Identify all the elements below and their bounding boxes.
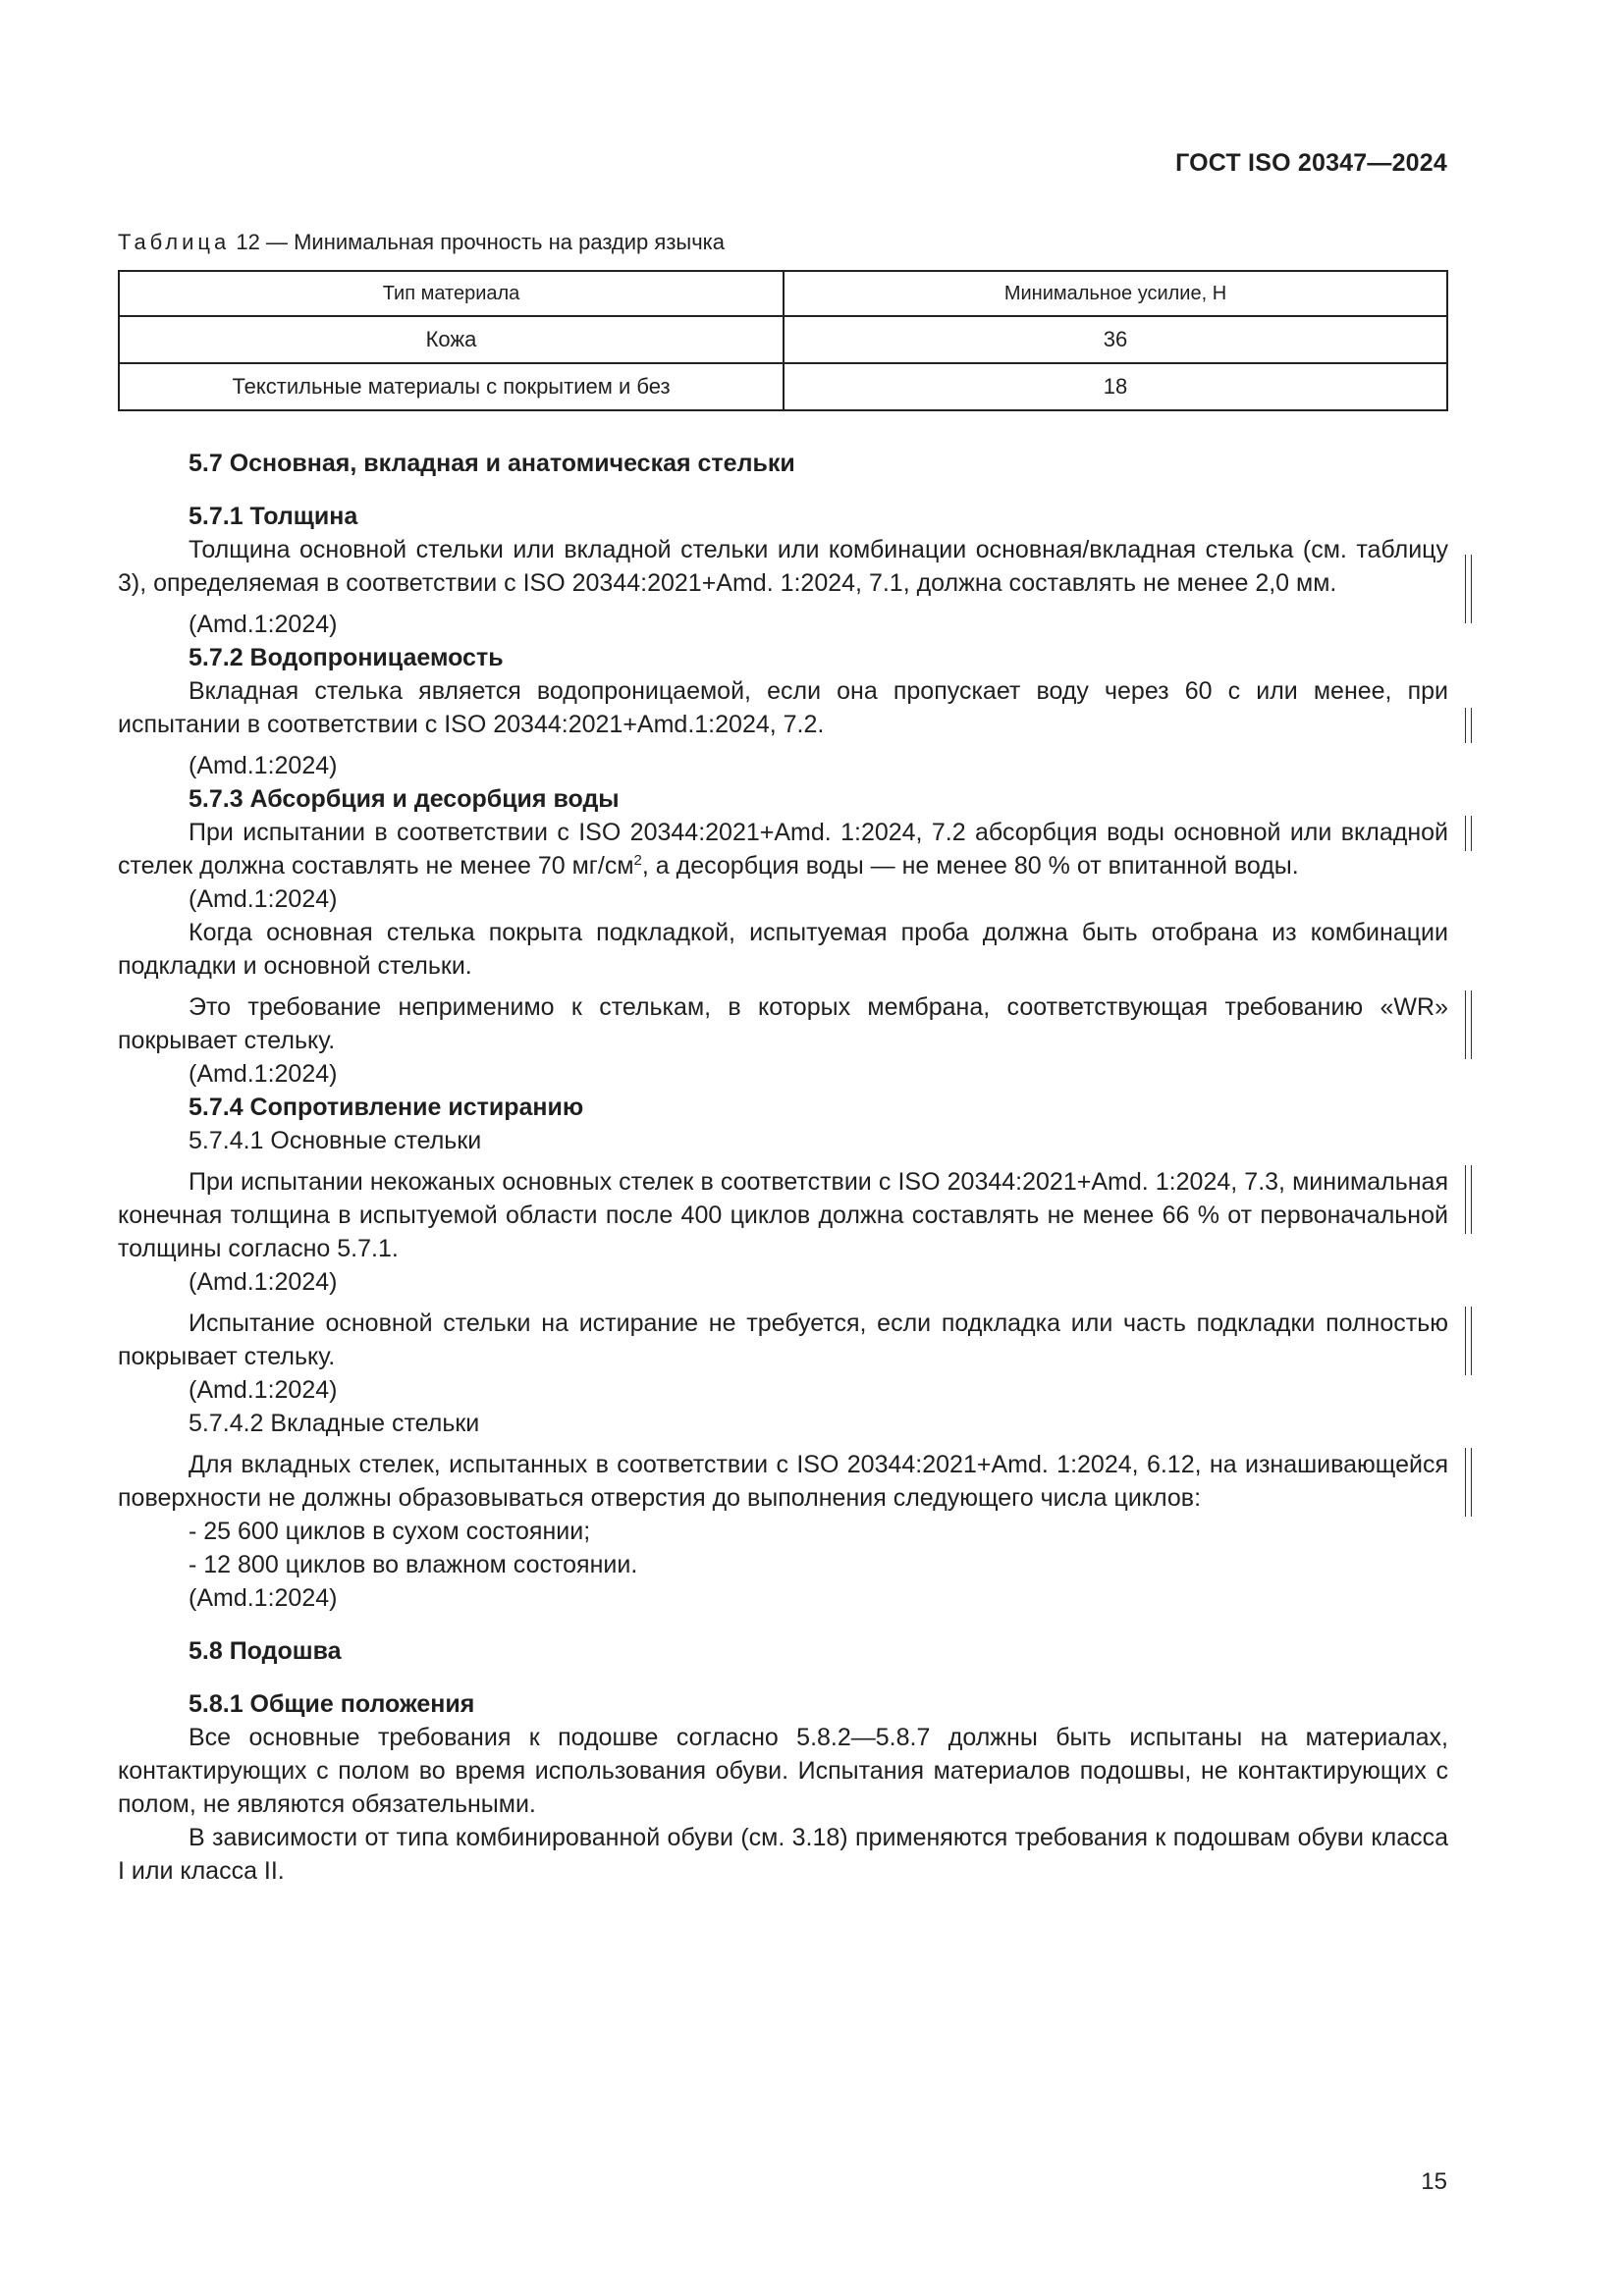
section-5-7-1-heading: 5.7.1 Толщина: [189, 503, 358, 530]
table-12: [118, 270, 1448, 411]
section-5-7-3-text: При испытании в соответствии с ISO 20344:2021+Amd. 1:2024, 7.2 абсорбция воды основной или вкладной стелек должна составлять не менее 70 $мг/см^2$, а десорбция воды — не менее 80 % от впитанной воды.: [118, 819, 1448, 880]
change-bar: [1465, 990, 1472, 1059]
section-5-7-3-text-2: Когда основная стелька покрыта подкладкой, испытуемая проба должна быть отобрана из комбинации подкладки и основной стельки.: [118, 919, 1448, 980]
table-caption-text: 12 — Минимальная прочность на раздир язычка: [236, 230, 726, 254]
table-cell: Кожа: [119, 316, 784, 363]
amendment-note: (Amd.1:2024): [189, 1584, 338, 1612]
table-cell: 36: [784, 316, 1447, 363]
section-5-7-1-text: Толщина основной стельки или вкладной стельки или комбинации основная/вкладная стелька (см. таблицу 3), определяемая в соответствии с ISO 20344:2021+Amd. 1:2024, 7.1, должна составлять не менее 2,0 мм.: [118, 536, 1448, 597]
amendment-note: (Amd.1:2024): [189, 885, 338, 913]
section-5-8-1-text: Все основные требования к подошве согласно 5.8.2—5.8.7 должны быть испытаны на материалах, контактирующих с полом во время использования обуви. Испытания материалов подошвы, не контактирующих с полом, не являются обязательными.: [118, 1724, 1448, 1818]
section-5-7-heading: 5.7 Основная, вкладная и анатомическая стельки: [189, 450, 795, 477]
section-5-7-3-text-3: Это требование неприменимо к стелькам, в которых мембрана, соответствующая требованию «WR» покрывает стельку.: [118, 993, 1448, 1054]
amendment-note: (Amd.1:2024): [189, 1376, 338, 1404]
section-5-8-heading: 5.8 Подошва: [189, 1637, 342, 1665]
main-content: [118, 447, 1448, 1888]
change-bar: [1465, 1165, 1472, 1234]
change-bar: [1465, 555, 1472, 623]
table-caption-prefix: Таблица: [118, 230, 231, 254]
amendment-note: (Amd.1:2024): [189, 1060, 338, 1088]
amendment-note: (Amd.1:2024): [189, 1268, 338, 1296]
section-5-8-1-text-2: В зависимости от типа комбинированной обуви (см. 3.18) применяются требования к подошвам обуви класса I или класса II.: [118, 1824, 1448, 1885]
standard-code: ГОСТ ISO 20347—2024: [1175, 149, 1447, 177]
table-row: [119, 363, 1447, 410]
section-5-7-4-2-heading: 5.7.4.2 Вкладные стельки: [189, 1410, 480, 1437]
page-number: 15: [1421, 2168, 1447, 2195]
table-cell: Текстильные материалы с покрытием и без: [119, 363, 784, 410]
change-bar: [1465, 1448, 1472, 1517]
section-5-7-4-1-text: При испытании некожаных основных стелек в соответствии с ISO 20344:2021+Amd. 1:2024, 7.3, минимальная конечная толщина в испытуемой области после 400 циклов должна составлять не менее 66 % от первоначальной толщины согласно 5.7.1.: [118, 1168, 1448, 1262]
change-bar: [1465, 1307, 1472, 1375]
table-row: [119, 316, 1447, 363]
section-5-7-2-text: Вкладная стелька является водопроницаемой, если она пропускает воду через 60 с или менее, при испытании в соответствии с ISO 20344:2021+Amd.1:2024, 7.2.: [118, 677, 1448, 738]
table-header-cell: Минимальное усилие, Н: [784, 271, 1447, 316]
list-item: - 25 600 циклов в сухом состоянии;: [189, 1518, 591, 1545]
amendment-note: (Amd.1:2024): [189, 752, 338, 779]
section-5-7-4-1-heading: 5.7.4.1 Основные стельки: [189, 1127, 482, 1154]
table-header-cell: Тип материала: [119, 271, 784, 316]
list-item: - 12 800 циклов во влажном состоянии.: [189, 1551, 638, 1578]
section-5-7-2-heading: 5.7.2 Водопроницаемость: [189, 644, 504, 671]
table-header-row: [119, 271, 1447, 316]
table-caption: [118, 230, 725, 255]
section-5-8-1-heading: 5.8.1 Общие положения: [189, 1690, 475, 1718]
amendment-note: (Amd.1:2024): [189, 611, 338, 638]
section-5-7-4-1-text-2: Испытание основной стельки на истирание не требуется, если подкладка или часть подкладки полностью покрывает стельку.: [118, 1309, 1448, 1370]
table-cell: 18: [784, 363, 1447, 410]
section-5-7-4-heading: 5.7.4 Сопротивление истиранию: [189, 1094, 584, 1121]
section-5-7-4-2-text: Для вкладных стелек, испытанных в соответствии с ISO 20344:2021+Amd. 1:2024, 6.12, на изнашивающейся поверхности не должны образовываться отверстия до выполнения следующего числа циклов:: [118, 1451, 1448, 1512]
change-bar: [1465, 816, 1472, 851]
section-5-7-3-heading: 5.7.3 Абсорбция и десорбция воды: [189, 785, 620, 813]
change-bar: [1465, 708, 1472, 743]
